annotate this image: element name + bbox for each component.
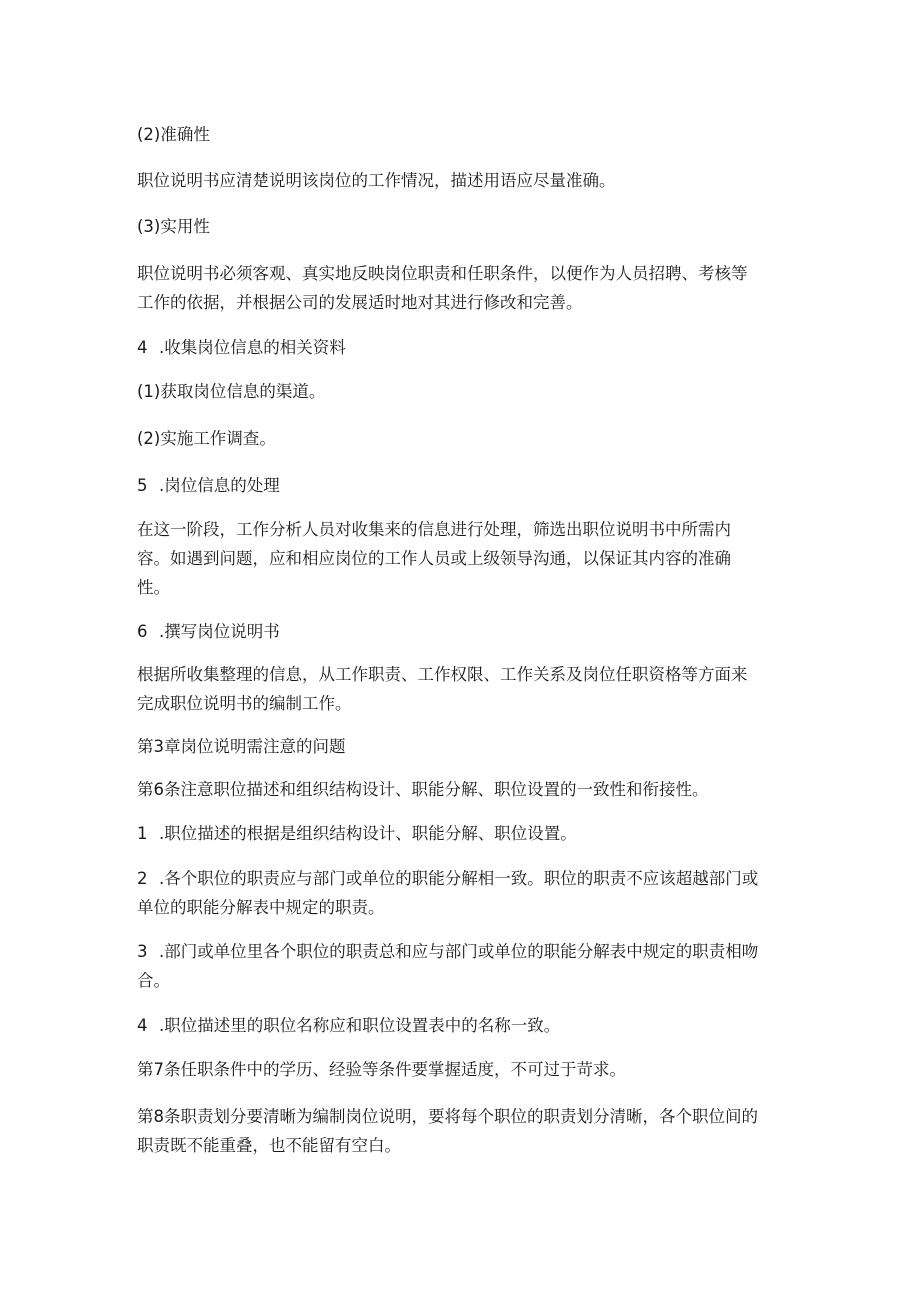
- paragraph-line: 根据所收集整理的信息，从工作职责、工作权限、工作关系及岗位任职资格等方面来: [137, 665, 748, 684]
- list-number: 4: [137, 1016, 148, 1035]
- paragraph-line: 工作的依据，并根据公司的发展适时地对其进行修改和完善。: [137, 293, 583, 312]
- item-work-survey: (2)实施工作调查。: [137, 429, 276, 448]
- list-number: 3: [137, 942, 148, 961]
- list-number: 5: [137, 476, 148, 495]
- section-collect-info: [137, 334, 787, 362]
- paragraph-write: [137, 660, 787, 718]
- list-number: 6: [137, 622, 148, 641]
- paragraph-line: 第8条职责划分要清晰为编制岗位说明，要将每个职位的职责划分清晰，各个职位间的: [137, 1107, 758, 1126]
- paragraph-line: 容。如遇到问题，应和相应岗位的工作人员或上级领导沟通，以保证其内容的准确: [137, 549, 731, 568]
- paragraph-line: [137, 937, 787, 966]
- section-process-info: [137, 472, 787, 500]
- heading-practicality: (3)实用性: [137, 217, 210, 236]
- item-2-consistent-duties: [137, 864, 787, 922]
- list-text: .各个职位的职责应与部门或单位的职能分解相一致。职位的职责不应该超越部门或: [159, 869, 759, 888]
- heading-accuracy: (2)准确性: [137, 125, 210, 144]
- list-number: 1: [137, 824, 148, 843]
- paragraph-line: 性。: [137, 578, 170, 597]
- item-4-position-name: [137, 1012, 787, 1040]
- paragraph-line: 职责既不能重叠，也不能留有空白。: [137, 1136, 401, 1155]
- chapter-3-title: 第3章岗位说明需注意的问题: [137, 737, 346, 756]
- paragraph-line: [137, 864, 787, 893]
- article-6: 第6条注意职位描述和组织结构设计、职能分解、职位设置的一致性和衔接性。: [137, 780, 709, 799]
- item-1-description-basis: [137, 820, 787, 848]
- paragraph-line: 合。: [137, 971, 170, 990]
- section-write-description: [137, 618, 787, 646]
- list-text: .收集岗位信息的相关资料: [159, 338, 346, 357]
- paragraph-line: 完成职位说明书的编制工作。: [137, 694, 352, 713]
- list-text: .职位描述里的职位名称应和职位设置表中的名称一致。: [159, 1016, 561, 1035]
- list-text: .职位描述的根据是组织结构设计、职能分解、职位设置。: [159, 824, 577, 843]
- article-7: 第7条任职条件中的学历、经验等条件要掌握适度，不可过于苛求。: [137, 1060, 626, 1079]
- item-3-duty-sum: [137, 937, 787, 995]
- article-8: [137, 1102, 787, 1160]
- list-text: .部门或单位里各个职位的职责总和应与部门或单位的职能分解表中规定的职责相吻: [159, 942, 759, 961]
- list-number: 4: [137, 338, 148, 357]
- paragraph-practicality: [137, 259, 787, 317]
- paragraph-line: 在这一阶段，工作分析人员对收集来的信息进行处理，筛选出职位说明书中所需内: [137, 520, 731, 539]
- list-text: .撰写岗位说明书: [159, 622, 280, 641]
- paragraph-accuracy: 职位说明书应清楚说明该岗位的工作情况，描述用语应尽量准确。: [137, 171, 616, 190]
- paragraph-line: 单位的职能分解表中规定的职责。: [137, 898, 385, 917]
- paragraph-line: 职位说明书必须客观、真实地反映岗位职责和任职条件，以便作为人员招聘、考核等: [137, 264, 748, 283]
- list-text: .岗位信息的处理: [159, 476, 280, 495]
- paragraph-process: [137, 515, 787, 602]
- list-number: 2: [137, 869, 148, 888]
- item-get-channels: (1)获取岗位信息的渠道。: [137, 382, 326, 401]
